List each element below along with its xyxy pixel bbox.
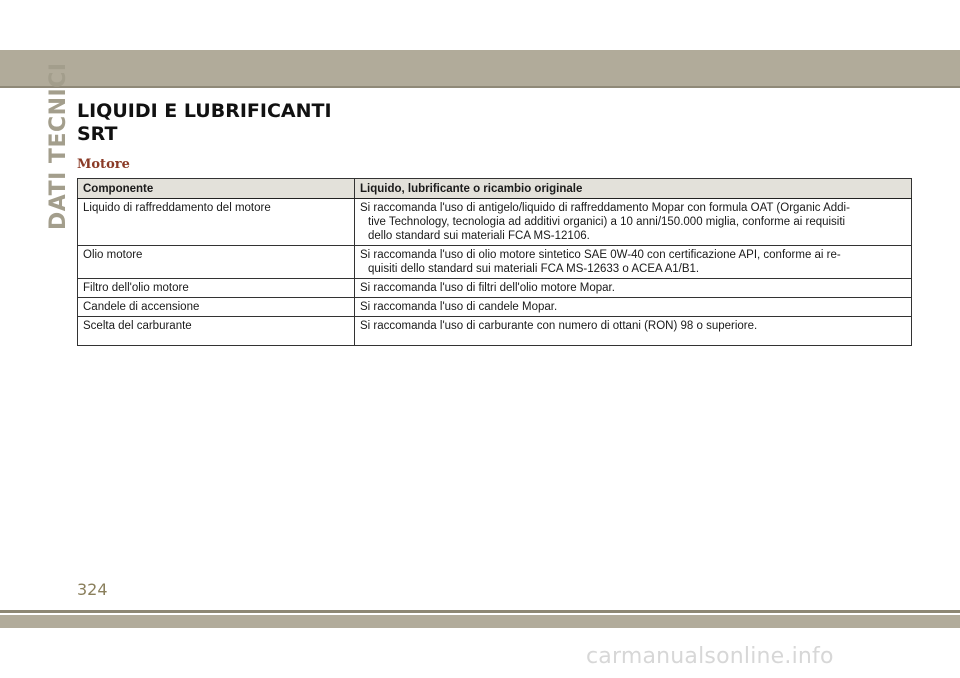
table-row xyxy=(78,199,912,246)
component-cell: Candele di accensione xyxy=(78,298,355,317)
component-cell: Filtro dell'olio motore xyxy=(78,279,355,298)
description-line: quisiti dello standard sui materiali FCA MS-12633 o ACEA A1/B1. xyxy=(368,263,700,275)
component-cell: Liquido di raffreddamento del motore xyxy=(78,199,355,246)
header-band-rule xyxy=(0,86,960,88)
page-title-line-1: LIQUIDI E LUBRIFICANTI xyxy=(77,100,332,122)
page-number: 324 xyxy=(77,580,108,599)
description-cell xyxy=(355,199,912,246)
description-cell xyxy=(355,246,912,279)
page-title-line-2: SRT xyxy=(77,123,118,145)
table-row xyxy=(78,317,912,346)
watermark-text: carmanualsonline.info xyxy=(586,644,834,669)
description-cell xyxy=(355,298,912,317)
header-band xyxy=(0,50,960,86)
fluids-table xyxy=(77,178,912,346)
column-header-component: Componente xyxy=(78,179,355,199)
description-cell xyxy=(355,317,912,346)
description-line: Si raccomanda l'uso di olio motore sintetico SAE 0W-40 con certificazione API, conforme ai re- xyxy=(360,249,841,261)
component-cell: Olio motore xyxy=(78,246,355,279)
side-tab-label: DATI TECNICI xyxy=(46,62,71,230)
footer-rule xyxy=(0,610,960,613)
table-row xyxy=(78,246,912,279)
page-title xyxy=(77,100,332,146)
subsection-title: Motore xyxy=(77,157,130,172)
description-line: Si raccomanda l'uso di candele Mopar. xyxy=(360,301,558,313)
footer-band xyxy=(0,615,960,628)
table-row xyxy=(78,279,912,298)
description-line: Si raccomanda l'uso di carburante con numero di ottani (RON) 98 o superiore. xyxy=(360,320,758,332)
description-line: Si raccomanda l'uso di antigelo/liquido di raffreddamento Mopar con formula OAT (Organic Addi- xyxy=(360,202,850,214)
description-line: tive Technology, tecnologia ad additivi organici) a 10 anni/150.000 miglia, conforme ai requisiti xyxy=(368,216,846,228)
column-header-fluid: Liquido, lubrificante o ricambio originale xyxy=(355,179,912,199)
table-header-row xyxy=(78,179,912,199)
table-row xyxy=(78,298,912,317)
description-line: Si raccomanda l'uso di filtri dell'olio motore Mopar. xyxy=(360,282,615,294)
description-line: dello standard sui materiali FCA MS-12106. xyxy=(368,230,590,242)
component-cell: Scelta del carburante xyxy=(78,317,355,346)
description-cell xyxy=(355,279,912,298)
